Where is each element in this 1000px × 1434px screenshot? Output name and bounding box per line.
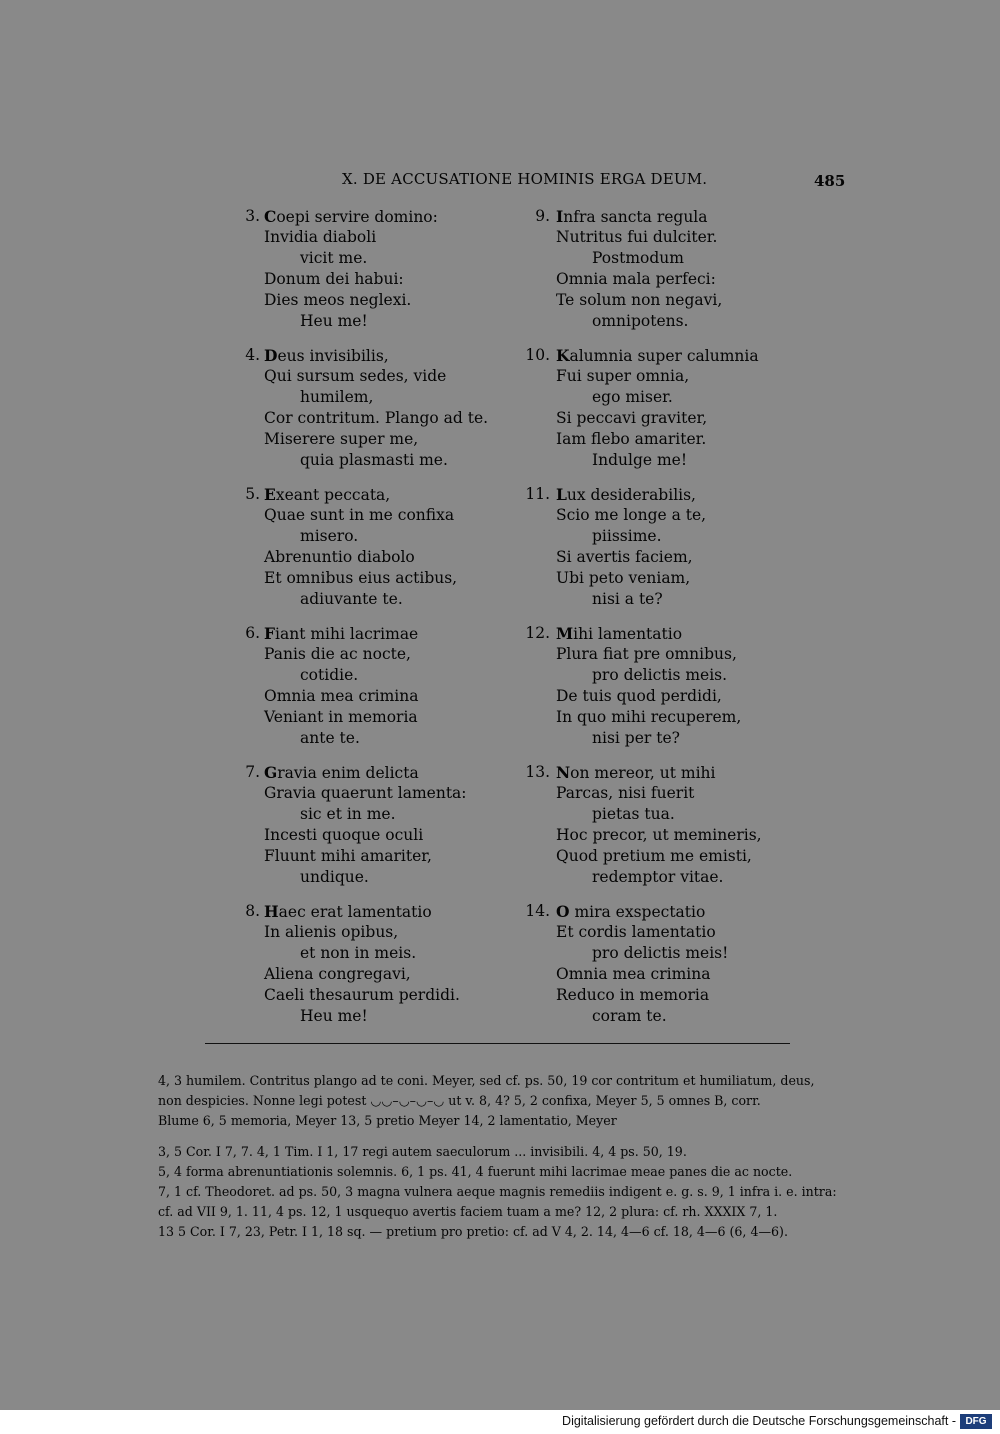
verse-line: Incesti quoque oculi: [264, 826, 424, 844]
stanza: [520, 206, 790, 345]
note-line: 5, 4 forma abrenuntiationis solemnis. 6, 1 ps. 41, 4 fuerunt mihi lacrimae meae panes die ac nocte.: [158, 1164, 793, 1179]
stanza: [520, 623, 790, 762]
stanza-first-line: [234, 345, 504, 366]
stanza: [234, 345, 504, 484]
running-title: X. DE ACCUSATIONE HOMINIS ERGA DEUM.: [342, 170, 708, 188]
stanza-first-line: [234, 762, 504, 783]
stanza-number: 4.: [245, 346, 260, 364]
stanza: [520, 345, 790, 484]
verse-text: [556, 901, 705, 923]
verse-line: Veniant in memoria: [264, 708, 418, 726]
verse-line: piissime.: [592, 527, 662, 545]
note-line: non despicies. Nonne legi potest ◡◡–◡–◡–◡ ut v. 8, 4? 5, 2 confixa, Meyer 5, 5 omnes B, corr.: [158, 1093, 761, 1108]
verse-line: Et cordis lamentatio: [556, 923, 716, 941]
verse-line: Aliena congregavi,: [264, 965, 411, 983]
verse-line: ante te.: [300, 729, 360, 747]
verse-line: Quod pretium me emisti,: [556, 847, 752, 865]
stanza: [520, 762, 790, 901]
dfg-logo: DFG: [960, 1414, 992, 1429]
verse-line: Dies meos neglexi.: [264, 291, 412, 309]
verse-line: Cor contritum. Plango ad te.: [264, 409, 489, 427]
verse-line: omnipotens.: [592, 312, 689, 330]
stanza-number: 11.: [525, 485, 550, 503]
stanza: [520, 484, 790, 623]
verse-line: adiuvante te.: [300, 590, 403, 608]
verse-line: Fluunt mihi amariter,: [264, 847, 432, 865]
verse-line: sic et in me.: [300, 805, 396, 823]
stanza-first-line: [520, 901, 790, 922]
verse-line: Abrenuntio diabolo: [264, 548, 415, 566]
verse-line: Quae sunt in me confixa: [264, 506, 455, 524]
verse-line: pietas tua.: [592, 805, 675, 823]
stanza-number: 8.: [245, 902, 260, 920]
verse-text-rest: nfra sancta regula: [563, 208, 708, 226]
note-line: 7, 1 cf. Theodoret. ad ps. 50, 3 magna vulnera aeque magnis remediis indigent e. g. s. 9, 1 infra i. e. intra:: [158, 1184, 837, 1199]
initial-letter: H: [264, 902, 279, 921]
verse-line: Heu me!: [300, 312, 368, 330]
stanza-number: 7.: [245, 763, 260, 781]
note-line: 3, 5 Cor. I 7, 7. 4, 1 Tim. I 1, 17 regi autem saeculorum ... invisibili. 4, 4 ps. 50, 19.: [158, 1144, 687, 1159]
verse-text: [264, 623, 418, 645]
initial-letter: C: [264, 207, 277, 226]
critical-apparatus: [158, 1071, 834, 1131]
verse-text-rest: mira exspectatio: [569, 903, 706, 921]
verse-line: Heu me!: [300, 1007, 368, 1025]
page-number: 485: [814, 172, 846, 190]
verse-text-rest: ravia enim delicta: [277, 764, 419, 782]
initial-letter: E: [264, 485, 276, 504]
initial-letter: O: [556, 902, 570, 921]
verse-text: [556, 762, 716, 784]
verse-line: In alienis opibus,: [264, 923, 399, 941]
note-line: 13 5 Cor. I 7, 23, Petr. I 1, 18 sq. — pretium pro pretio: cf. ad V 4, 2. 14, 4—6 cf. 18, 4—6 (6, 4—6).: [158, 1224, 788, 1239]
verse-line: Iam flebo amariter.: [556, 430, 707, 448]
stanza-number: 3.: [245, 207, 260, 225]
verse-line: ego miser.: [592, 388, 673, 406]
initial-letter: K: [556, 346, 570, 365]
verse-line: Panis die ac nocte,: [264, 645, 411, 663]
running-head: [0, 170, 1000, 192]
initial-letter: D: [264, 346, 278, 365]
verse-line: pro delictis meis!: [592, 944, 729, 962]
verse-line: Hoc precor, ut memineris,: [556, 826, 762, 844]
verse-line: undique.: [300, 868, 369, 886]
verse-line: humilem,: [300, 388, 374, 406]
verse-line: Plura fiat pre omnibus,: [556, 645, 737, 663]
verse-line: Ubi peto veniam,: [556, 569, 691, 587]
verse-text-rest: eus invisibilis,: [277, 347, 389, 365]
stanza-number: 9.: [535, 207, 550, 225]
verse-line: Omnia mala perfeci:: [556, 270, 716, 288]
stanza: [234, 206, 504, 345]
verse-line: Si peccavi graviter,: [556, 409, 708, 427]
verse-text-rest: oepi servire domino:: [276, 208, 438, 226]
stanza-number: 5.: [245, 485, 260, 503]
verse-text-rest: iant mihi lacrimae: [275, 625, 419, 643]
stanza-first-line: [234, 623, 504, 644]
left-column: [234, 206, 504, 1040]
initial-letter: G: [264, 763, 278, 782]
verse-line: misero.: [300, 527, 359, 545]
stanza-first-line: [234, 901, 504, 922]
verse-line: vicit me.: [300, 249, 368, 267]
verse-line: pro delictis meis.: [592, 666, 728, 684]
stanza-number: 6.: [245, 624, 260, 642]
initial-letter: L: [556, 485, 567, 504]
verse-line: cotidie.: [300, 666, 359, 684]
stanza-first-line: [520, 345, 790, 366]
initial-letter: I: [556, 207, 564, 226]
footnote-rule: [205, 1043, 790, 1044]
verse-line: Omnia mea crimina: [264, 687, 419, 705]
verse-line: In quo mihi recuperem,: [556, 708, 742, 726]
note-line: cf. ad VII 9, 1. 11, 4 ps. 12, 1 usquequo avertis faciem tuam a me? 12, 2 plura: cf. rh. XXXIX 7, 1.: [158, 1204, 778, 1219]
verse-line: Parcas, nisi fuerit: [556, 784, 695, 802]
verse-line: Si avertis faciem,: [556, 548, 693, 566]
stanza-first-line: [520, 206, 790, 227]
stanza: [520, 901, 790, 1040]
verse-text: [556, 206, 708, 228]
stanza: [234, 762, 504, 901]
verse-line: Miserere super me,: [264, 430, 419, 448]
verse-line: et non in meis.: [300, 944, 417, 962]
initial-letter: F: [264, 624, 276, 643]
verse-text: [264, 762, 419, 784]
verse-text: [264, 484, 390, 506]
verse-line: nisi per te?: [592, 729, 680, 747]
verse-line: Omnia mea crimina: [556, 965, 711, 983]
stanza-first-line: [520, 762, 790, 783]
stanza: [234, 901, 504, 1040]
verse-text-rest: on mereor, ut mihi: [570, 764, 716, 782]
verse-line: Indulge me!: [592, 451, 688, 469]
stanza: [234, 623, 504, 762]
footer-text: Digitalisierung gefördert durch die Deutsche Forschungsgemeinschaft -: [562, 1414, 956, 1428]
initial-letter: M: [556, 624, 574, 643]
stanza-first-line: [234, 206, 504, 227]
verse-line: redemptor vitae.: [592, 868, 724, 886]
verse-text: [556, 623, 682, 645]
stanza: [234, 484, 504, 623]
stanza-first-line: [234, 484, 504, 505]
verse-text-rest: alumnia super calumnia: [569, 347, 759, 365]
verse-line: Fui super omnia,: [556, 367, 690, 385]
verse-text-rest: xeant peccata,: [275, 486, 391, 504]
verse-text-rest: ihi lamentatio: [573, 625, 683, 643]
stanza-number: 14.: [525, 902, 550, 920]
right-column: [520, 206, 790, 1040]
digitization-footer: [0, 1410, 1000, 1434]
source-notes: [158, 1142, 837, 1242]
verse-line: Et omnibus eius actibus,: [264, 569, 458, 587]
verse-line: Scio me longe a te,: [556, 506, 707, 524]
stanza-number: 12.: [525, 624, 550, 642]
verse-line: Postmodum: [592, 249, 684, 267]
verse-line: coram te.: [592, 1007, 667, 1025]
stanza-number: 13.: [525, 763, 550, 781]
note-line: Blume 6, 5 memoria, Meyer 13, 5 pretio Meyer 14, 2 lamentatio, Meyer: [158, 1113, 617, 1128]
verse-text: [264, 901, 432, 923]
note-line: 4, 3 humilem. Contritus plango ad te coni. Meyer, sed cf. ps. 50, 19 cor contritum et humiliatum, deus,: [158, 1073, 815, 1088]
verse-line: Qui sursum sedes, vide: [264, 367, 447, 385]
verse-line: Invidia diaboli: [264, 228, 377, 246]
verse-text-rest: ux desiderabilis,: [566, 486, 696, 504]
initial-letter: N: [556, 763, 571, 782]
verse-text-rest: aec erat lamentatio: [278, 903, 432, 921]
verse-text: [556, 484, 696, 506]
verse-text: [264, 345, 389, 367]
verse-line: Caeli thesaurum perdidi.: [264, 986, 460, 1004]
stanza-number: 10.: [525, 346, 550, 364]
verse-line: quia plasmasti me.: [300, 451, 448, 469]
stanza-first-line: [520, 484, 790, 505]
verse-line: Nutritus fui dulciter.: [556, 228, 718, 246]
verse-line: Reduco in memoria: [556, 986, 710, 1004]
verse-text: [264, 206, 438, 228]
verse-line: Donum dei habui:: [264, 270, 404, 288]
stanza-first-line: [520, 623, 790, 644]
verse-line: Te solum non negavi,: [556, 291, 723, 309]
verse-line: Gravia quaerunt lamenta:: [264, 784, 467, 802]
verse-text: [556, 345, 759, 367]
verse-line: De tuis quod perdidi,: [556, 687, 722, 705]
verse-line: nisi a te?: [592, 590, 663, 608]
